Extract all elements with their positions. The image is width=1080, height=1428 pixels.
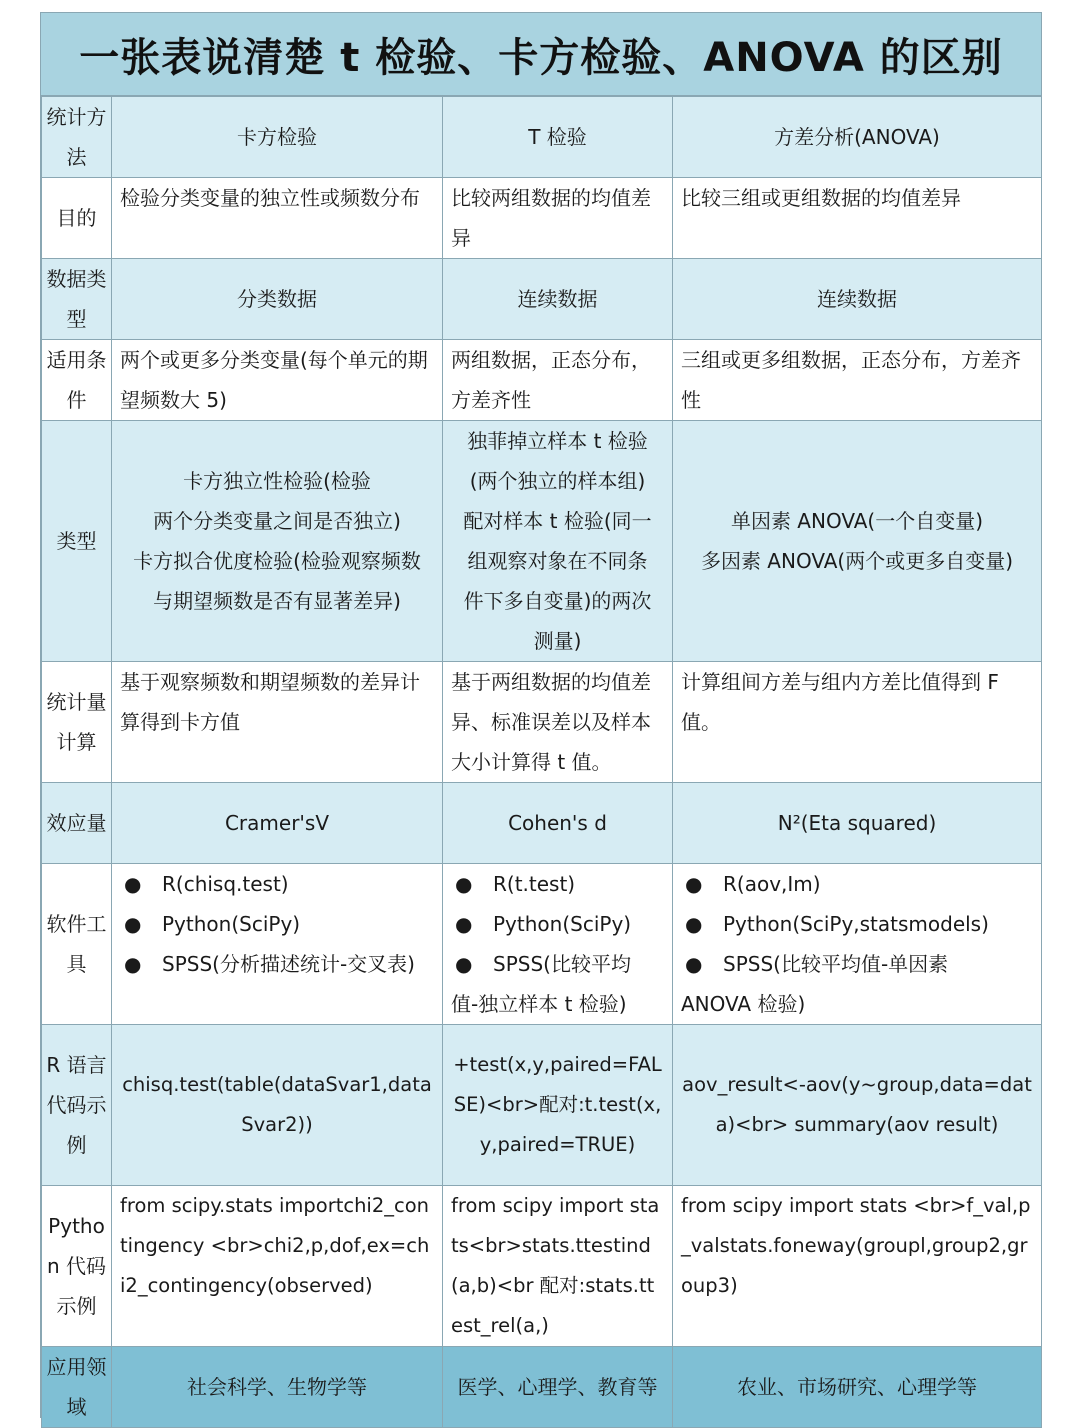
list-item: ● R(aov,Im) — [681, 864, 1033, 904]
list-item: ● R(t.test) — [451, 864, 664, 904]
cell-pycode-t: from scipy import stats<br>stats.ttestind(a,b)<br 配对:stats.ttest_rel(a,) — [443, 1186, 673, 1347]
software-continuation: 值-独立样本 t 检验) — [451, 992, 627, 1016]
list-item: ● SPSS(分析描述统计-交叉表) — [120, 944, 434, 984]
table-row-types — [42, 421, 1042, 662]
row-label-rcode: R 语言代码示例 — [42, 1025, 112, 1186]
type-line: 配对样本 t 检验(同一 — [463, 509, 652, 533]
cell-effect-chi: Cramer'sV — [112, 783, 443, 864]
cell-statistic-anova: 计算组间方差与组内方差比值得到 F 值。 — [673, 662, 1042, 783]
cell-purpose-chi: 检验分类变量的独立性或频数分布 — [112, 178, 443, 259]
cell-purpose-t: 比较两组数据的均值差异 — [443, 178, 673, 259]
list-item: ● SPSS(比较平均值-单因素 — [681, 944, 1033, 984]
list-item: ● SPSS(比较平均 — [451, 944, 664, 984]
list-item: ● R(chisq.test) — [120, 864, 434, 904]
table-row-software — [42, 864, 1042, 1025]
type-line: 卡方拟合优度检验(检验观察频数 — [133, 549, 421, 573]
table-row-rcode — [42, 1025, 1042, 1186]
col-header-anova: 方差分析(ANOVA) — [673, 97, 1042, 178]
col-header-chi-square: 卡方检验 — [112, 97, 443, 178]
bullet-icon: ● — [455, 872, 473, 896]
cell-rcode-anova: aov_result<-aov(y~group,data=data)<br> summary(aov result) — [673, 1025, 1042, 1186]
row-label-statistic: 统计量计算 — [42, 662, 112, 783]
row-label-purpose: 目的 — [42, 178, 112, 259]
type-line: 多因素 ANOVA(两个或更多自变量) — [700, 549, 1014, 573]
bullet-icon: ● — [124, 872, 142, 896]
bullet-icon: ● — [124, 912, 142, 936]
row-label-pycode: Python 代码示例 — [42, 1186, 112, 1347]
cell-effect-anova: N²(Eta squared) — [673, 783, 1042, 864]
cell-types-t — [443, 421, 673, 662]
comparison-sheet — [40, 12, 1042, 1418]
row-label-datatype: 数据类型 — [42, 259, 112, 340]
bullet-icon: ● — [124, 952, 142, 976]
cell-software-chi — [112, 864, 443, 1025]
cell-types-anova — [673, 421, 1042, 662]
software-continuation: ANOVA 检验) — [681, 992, 806, 1016]
table-row-header — [42, 97, 1042, 178]
row-label-method: 统计方法 — [42, 97, 112, 178]
page-title: 一张表说清楚 t 检验、卡方检验、ANOVA 的区别 — [41, 13, 1041, 96]
row-label-effect: 效应量 — [42, 783, 112, 864]
cell-statistic-t: 基于两组数据的均值差异、标准误差以及样本大小计算得 t 值。 — [443, 662, 673, 783]
cell-types-chi — [112, 421, 443, 662]
list-item: ● Python(SciPy) — [120, 904, 434, 944]
type-line: 单因素 ANOVA(一个自变量) — [730, 509, 984, 533]
row-label-types: 类型 — [42, 421, 112, 662]
cell-purpose-anova: 比较三组或更组数据的均值差异 — [673, 178, 1042, 259]
type-line: 卡方独立性检验(检验 — [183, 469, 371, 493]
cell-field-chi: 社会科学、生物学等 — [112, 1347, 443, 1428]
table-row-datatype — [42, 259, 1042, 340]
type-line: 独菲掉立样本 t 检验 — [467, 429, 648, 453]
type-line: 测量) — [533, 629, 582, 653]
table-row-field — [42, 1347, 1042, 1428]
cell-pycode-chi: from scipy.stats importchi2_contingency <br>chi2,p,dof,ex=chi2_contingency(observed) — [112, 1186, 443, 1347]
cell-datatype-t: 连续数据 — [443, 259, 673, 340]
cell-conditions-chi: 两个或更多分类变量(每个单元的期望频数大 5) — [112, 340, 443, 421]
type-line: 两个分类变量之间是否独立) — [153, 509, 401, 533]
table-row-conditions — [42, 340, 1042, 421]
bullet-icon: ● — [685, 912, 703, 936]
row-label-field: 应用领域 — [42, 1347, 112, 1428]
cell-datatype-chi: 分类数据 — [112, 259, 443, 340]
cell-statistic-chi: 基于观察频数和期望频数的差异计算得到卡方值 — [112, 662, 443, 783]
bullet-icon: ● — [685, 952, 703, 976]
bullet-icon: ● — [685, 872, 703, 896]
cell-rcode-t: +test(x,y,paired=FALSE)<br>配对:t.test(x,y,paired=TRUE) — [443, 1025, 673, 1186]
table-row-pycode — [42, 1186, 1042, 1347]
cell-pycode-anova: from scipy import stats <br>f_val,p_valstats.foneway(groupl,group2,group3) — [673, 1186, 1042, 1347]
cell-conditions-anova: 三组或更多组数据，正态分布，方差齐性 — [673, 340, 1042, 421]
col-header-t-test: T 检验 — [443, 97, 673, 178]
cell-rcode-chi: chisq.test(table(dataSvar1,dataSvar2)) — [112, 1025, 443, 1186]
type-line: 组观察对象在不同条 — [467, 549, 648, 573]
table-row-effect — [42, 783, 1042, 864]
row-label-conditions: 适用条件 — [42, 340, 112, 421]
cell-datatype-anova: 连续数据 — [673, 259, 1042, 340]
list-item: ● Python(SciPy,statsmodels) — [681, 904, 1033, 944]
cell-field-anova: 农业、市场研究、心理学等 — [673, 1347, 1042, 1428]
type-line: 与期望频数是否有显著差异) — [153, 589, 401, 613]
list-item: ● Python(SciPy) — [451, 904, 664, 944]
bullet-icon: ● — [455, 912, 473, 936]
type-line: (两个独立的样本组) — [469, 469, 646, 493]
table-row-statistic — [42, 662, 1042, 783]
cell-software-anova — [673, 864, 1042, 1025]
row-label-software: 软件工具 — [42, 864, 112, 1025]
cell-conditions-t: 两组数据，正态分布，方差齐性 — [443, 340, 673, 421]
comparison-table — [41, 96, 1042, 1428]
type-line: 件下多自变量)的两次 — [463, 589, 652, 613]
cell-field-t: 医学、心理学、教育等 — [443, 1347, 673, 1428]
cell-effect-t: Cohen's d — [443, 783, 673, 864]
bullet-icon: ● — [455, 952, 473, 976]
table-row-purpose — [42, 178, 1042, 259]
cell-software-t — [443, 864, 673, 1025]
